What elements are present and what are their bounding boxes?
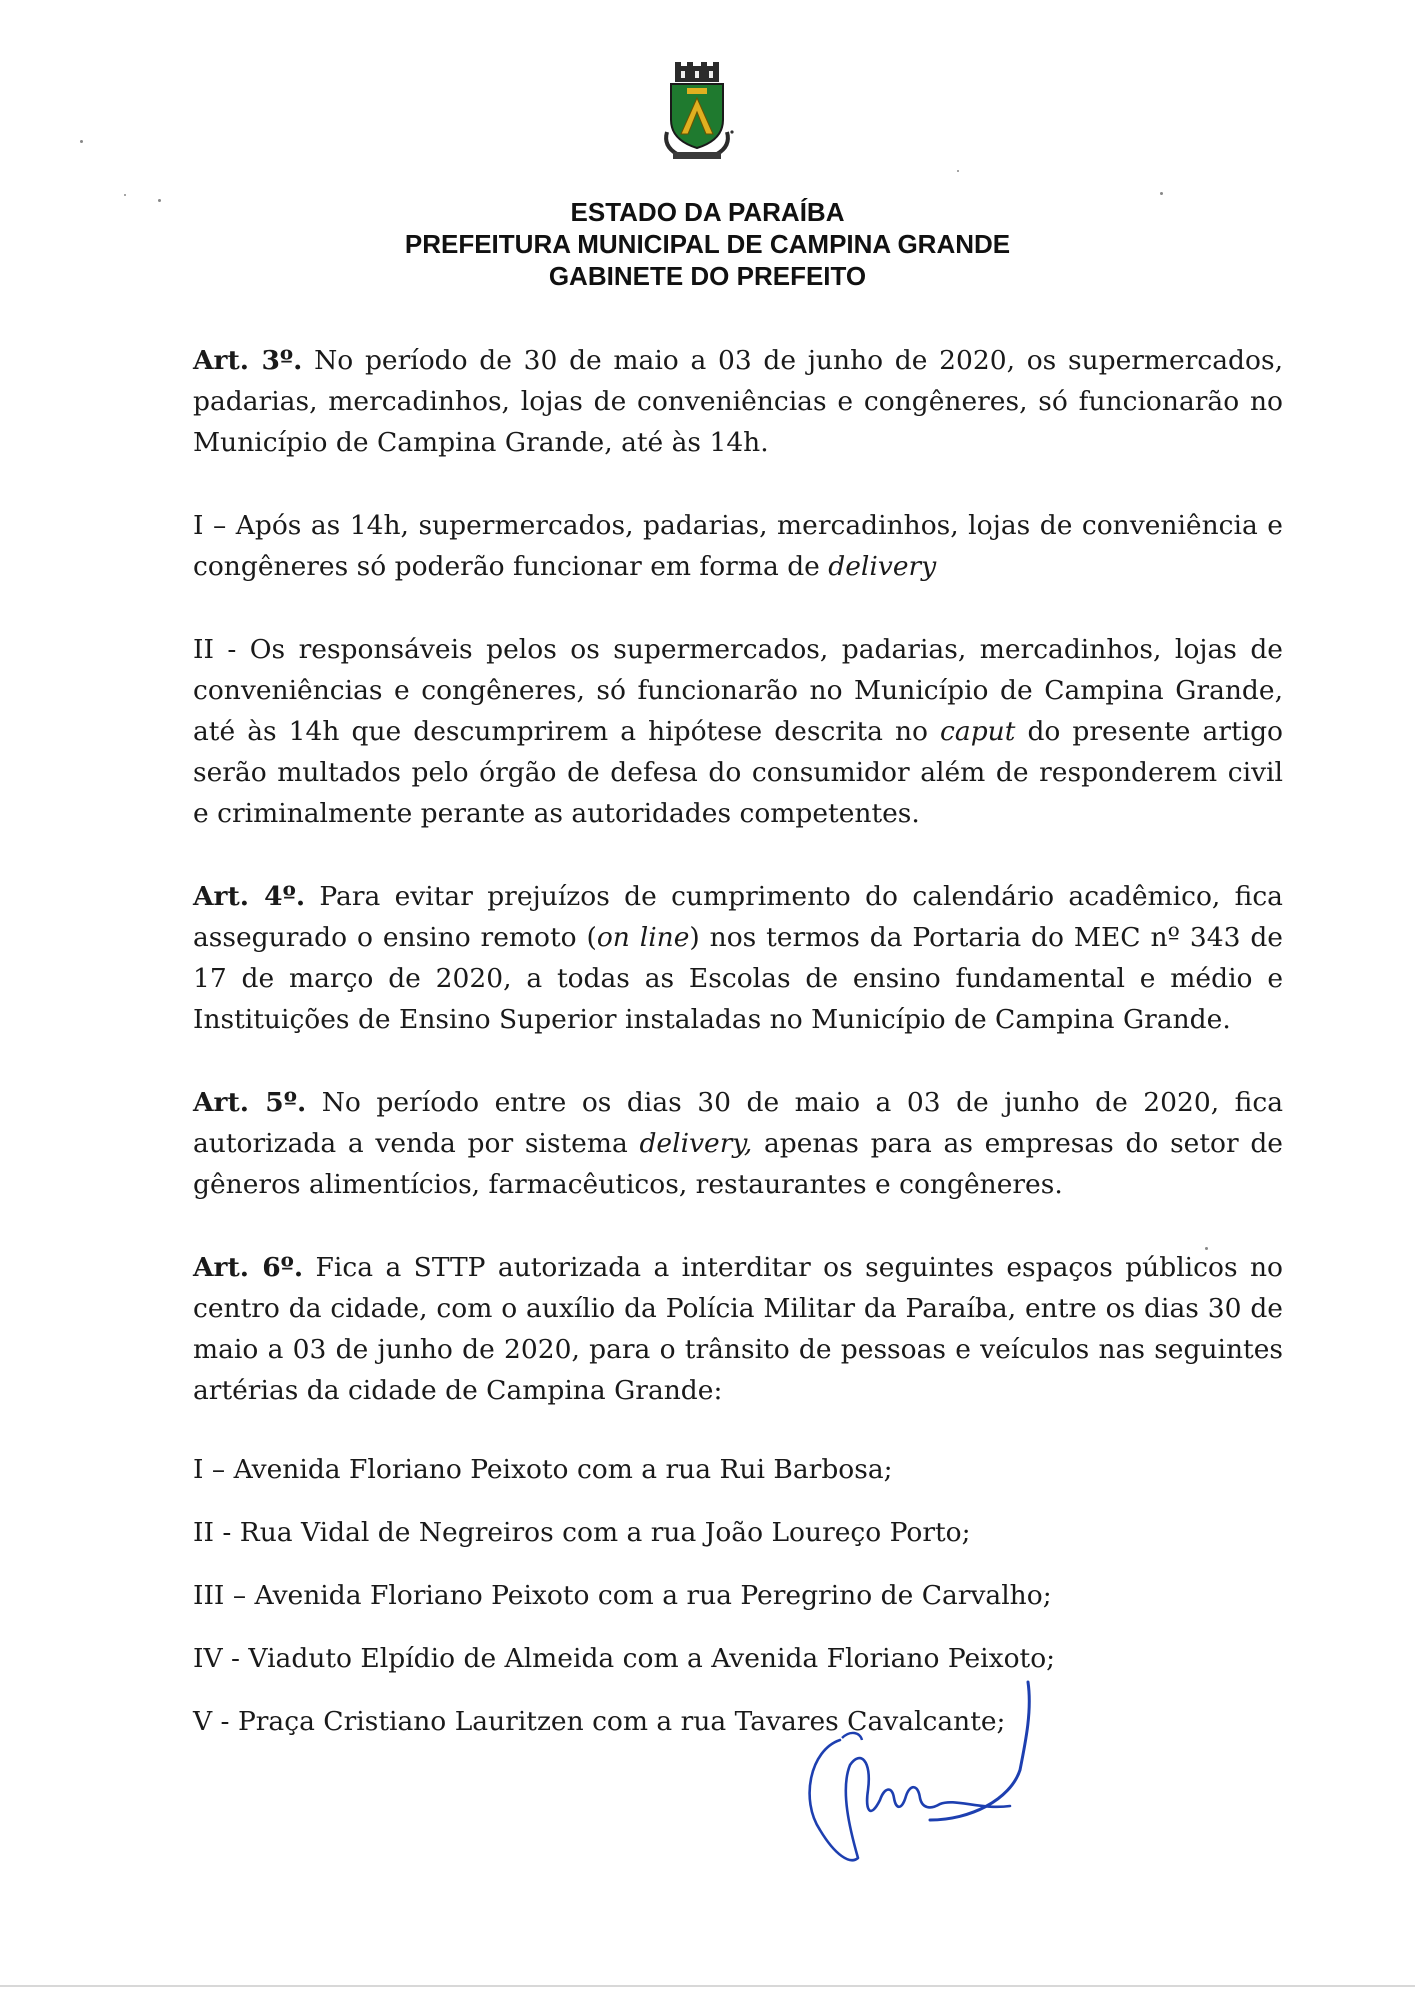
item-text: I – Após as 14h, supermercados, padarias, mercadinhos, lojas de conveniência e congêneres só poderão funcionar em forma de — [193, 510, 1283, 582]
header-prefecture: PREFEITURA MUNICIPAL DE CAMPINA GRANDE — [404, 229, 1011, 259]
scan-speck — [80, 140, 83, 143]
scan-speck — [158, 199, 161, 202]
article-text-b: ) nos termos da Portaria do MEC nº 343 de 17 de março de 2020, a todas as Escolas de ensino fundamental e médio e Instituições de Ensino Superior instaladas no Município de Campina Grande. — [193, 922, 1283, 1035]
list-item: IV - Viaduto Elpídio de Almeida com a Avenida Floriano Peixoto; — [193, 1643, 1056, 1674]
article-text: No período de 30 de maio a 03 de junho de 2020, os supermercados, padarias, mercadinhos, lojas de conveniências e congêneres, só funcionarão no Município de Campina Grande, até às 14h. — [193, 345, 1283, 458]
item-text-a: II - Os responsáveis pelos os supermercados, padarias, mercadinhos, lojas de conveniências e congêneres, só funcionarão no Município de Campina Grande, até às 14h que descumprirem a hipótese descrita no — [193, 634, 1283, 747]
item-italic-term: delivery — [828, 551, 937, 582]
header-office: GABINETE DO PREFEITO — [548, 261, 867, 291]
list-item: I – Avenida Floriano Peixoto com a rua Rui Barbosa; — [193, 1454, 893, 1485]
article-italic-term: on line — [596, 922, 690, 953]
article-3 — [193, 340, 1283, 463]
list-item: III – Avenida Floriano Peixoto com a rua Peregrino de Carvalho; — [193, 1580, 1052, 1611]
item-italic-term: caput — [940, 716, 1016, 747]
article-3-item-ii — [193, 629, 1283, 834]
header-state: ESTADO DA PARAÍBA — [570, 197, 845, 227]
article-6 — [193, 1247, 1283, 1411]
scan-speck — [124, 194, 126, 196]
article-text-b: apenas para as empresas do setor de gêneros alimentícios, farmacêuticos, restaurantes e congêneres. — [193, 1128, 1283, 1200]
document-body — [193, 340, 1283, 1764]
page-bottom-edge — [0, 1985, 1415, 1987]
document-header — [0, 196, 1415, 292]
article-text: Fica a STTP autorizada a interditar os seguintes espaços públicos no centro da cidade, com o auxílio da Polícia Militar da Paraíba, entre os dias 30 de maio a 03 de junho de 2020, para o trânsito de pessoas e veículos nas seguintes artérias da cidade de Campina Grande: — [193, 1252, 1283, 1406]
coat-of-arms-icon — [657, 62, 737, 162]
article-text-a: No período entre os dias 30 de maio a 03 de junho de 2020, fica autorizada a venda por sistema — [193, 1087, 1283, 1159]
article-label: Art. 4º. — [193, 881, 306, 912]
scan-speck — [957, 170, 959, 172]
scan-speck — [1205, 1247, 1208, 1250]
article-3-item-i — [193, 505, 1283, 587]
item-text-b: do presente artigo serão multados pelo órgão de defesa do consumidor além de responderem civil e criminalmente perante as autoridades competentes. — [193, 716, 1283, 829]
article-label: Art. 6º. — [193, 1252, 304, 1283]
article-italic-term: delivery, — [639, 1128, 753, 1159]
list-item: II - Rua Vidal de Negreiros com a rua João Loureço Porto; — [193, 1517, 971, 1548]
scan-speck — [1160, 192, 1163, 195]
list-item: V - Praça Cristiano Lauritzen com a rua Tavares Cavalcante; — [193, 1706, 1006, 1737]
article-label: Art. 5º. — [193, 1087, 307, 1118]
article-4 — [193, 876, 1283, 1040]
article-5 — [193, 1082, 1283, 1205]
signature-icon — [780, 1680, 1060, 1890]
article-label: Art. 3º. — [193, 345, 303, 376]
article-text-a: Para evitar prejuízos de cumprimento do calendário acadêmico, fica assegurado o ensino remoto ( — [193, 881, 1283, 953]
